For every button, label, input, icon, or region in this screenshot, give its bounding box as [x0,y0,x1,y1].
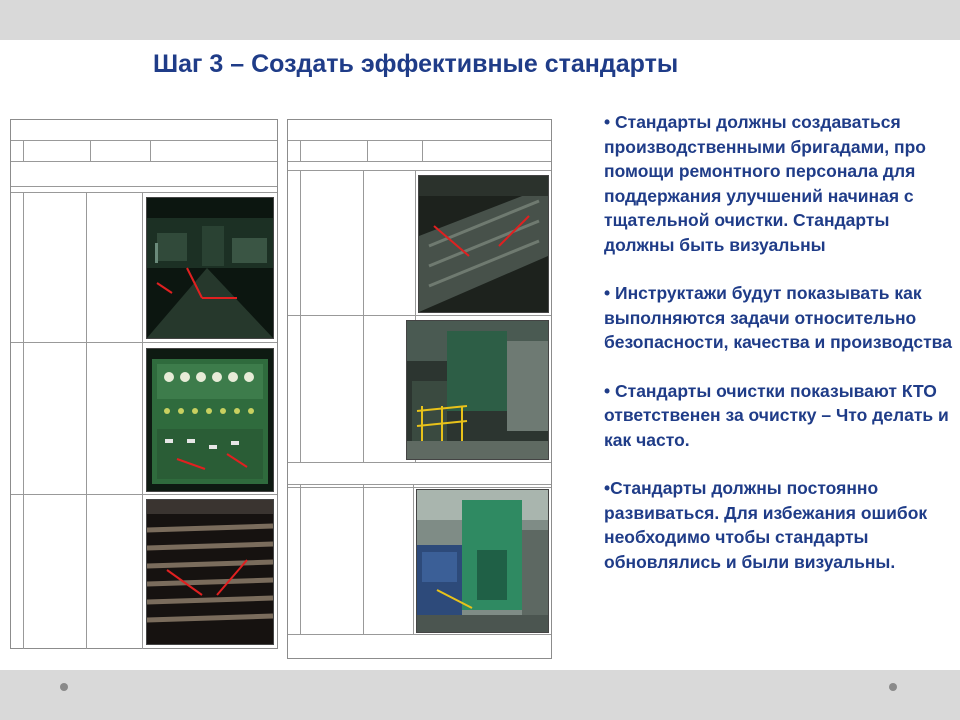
sheet-row [11,192,277,343]
photo-roller-conveyor [146,499,274,645]
sheet-footer-note [288,634,551,637]
bullet-cleaning-standards: • Стандарты очистки показывают КТО ответственен за очистку – Что делать и как часто. [604,380,949,450]
bullet-standards-by-teams: • Стандарты должны создаваться производственными бригадами, про помощи ремонтного персонала для поддержания улучшений начиная с тщательной очистки. Стандарты должны быть визуальны [604,112,926,255]
photo-control-panel [146,348,274,492]
bullet-evolving-standards: •Стандарты должны постоянно развиваться. Для избежания ошибок необходимо чтобы стандарты обновлялись и были визуальны. [604,478,928,572]
photo-workshop-floor [146,197,274,339]
dot-icon [60,683,68,691]
slide-title: Шаг 3 – Создать эффективные стандарты [153,50,679,78]
dot-icon [889,683,897,691]
cleaning-instruction-sheet-left [10,119,278,649]
sheet-column-headers [288,141,551,162]
sheet-row [11,342,277,495]
sheet-section-note [11,162,277,187]
photo-press-bed [418,175,549,313]
sheet-header [288,120,551,141]
sheet-row [288,315,551,463]
photo-press-machine [416,489,549,633]
bullet-briefings: • Инструктажи будут показывать как выполняются задачи относительно безопасности, качества и производства [604,283,952,352]
photo-press-line [406,320,549,460]
sheet-column-headers [11,141,277,162]
cleaning-instruction-sheet-right [287,119,552,659]
sheet-row [288,484,551,635]
sheet-row [11,494,277,649]
sheet-row [288,170,551,316]
slide-bullets [604,110,954,598]
sheet-header [11,120,277,141]
